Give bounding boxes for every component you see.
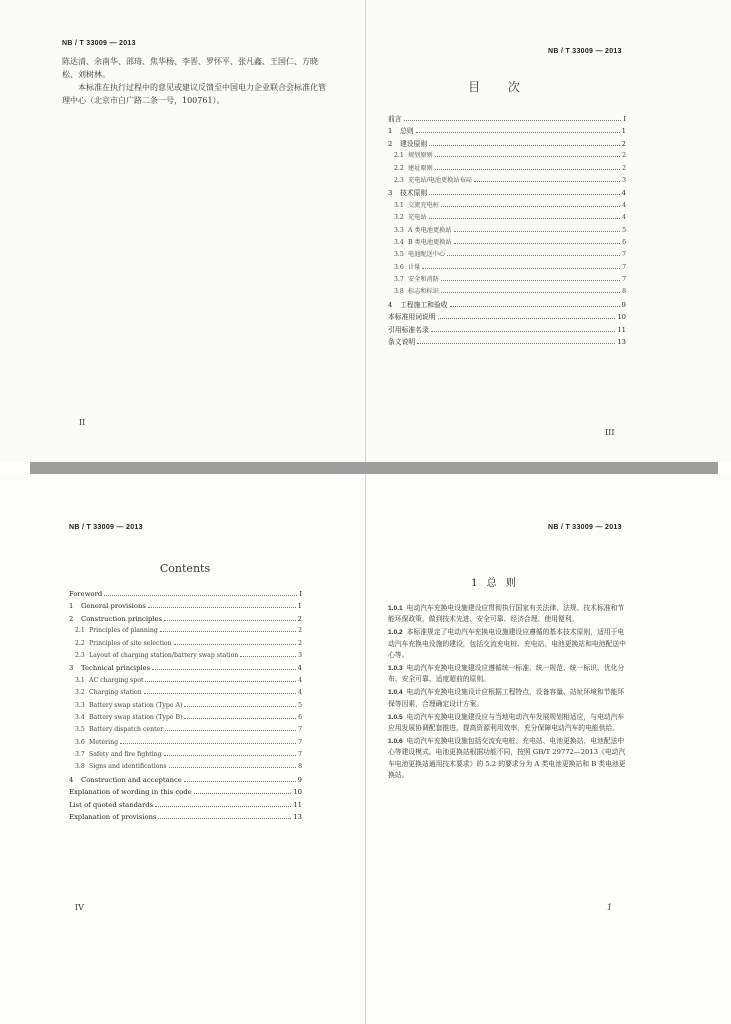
toc-entry <box>388 311 626 323</box>
toc-leader-dots <box>454 231 621 232</box>
clause-text: 电动汽车充换电设施建设应遵循统一标准、统一规范、统一标识、优化分布、安全可靠、适度超前的原则。 <box>388 664 625 684</box>
toc-entry-title: 2.3 充电站/电池更换站布局 <box>394 176 472 184</box>
clause-text: 电动汽车充换电设施包括交流充电桩、充电站、电池更换站、电池配送中心等建设模式。电池更换站根据功能不同，按照 GB/T 29772—2013《电动汽车电池更换站通用技术要求》的 5.2 的要求分为 A 类电池更换站和 B 类电池更换站。 <box>388 737 626 779</box>
toc-entry-title: 3.1 交流充电桩 <box>394 201 439 209</box>
toc-entry <box>388 324 626 336</box>
toc-entry-title: 2.3 Layout of charging station/battery swap station <box>75 651 239 659</box>
toc-leader-dots <box>160 631 296 632</box>
toc-leader-dots <box>438 318 616 319</box>
toc-entry-number: 3.8 <box>75 763 85 771</box>
toc-leader-dots <box>441 292 620 293</box>
toc-entry-page: 10 <box>293 788 302 797</box>
toc-leader-dots <box>158 818 291 819</box>
toc-entry <box>388 336 626 348</box>
toc-entry-title: 2.2 Principles of site selection <box>75 639 172 647</box>
toc-leader-dots <box>184 718 296 719</box>
toc-entry-title: 前言 <box>388 115 402 123</box>
toc-entry <box>69 702 302 714</box>
toc-entry-title: 3.5 Battery dispatch center <box>75 726 164 734</box>
toc-entry-number: 1 <box>69 602 74 611</box>
toc-leader-dots <box>152 669 296 670</box>
page-header-code: NB / T 33009 — 2013 <box>62 40 136 47</box>
toc-entry-page: 2 <box>297 614 302 623</box>
toc-entry-number: 3.1 <box>75 676 85 684</box>
toc-entry-page: I <box>623 115 626 123</box>
toc-entry-number: 3 <box>388 189 393 198</box>
toc-leader-dots <box>104 595 297 596</box>
toc-entry-page: 11 <box>617 325 626 334</box>
toc-entry-title: 3.1 AC charging spot <box>75 676 144 684</box>
toc-entry <box>388 237 626 249</box>
toc-entry-title: 3.3 Battery swap station (Type A) <box>75 701 183 709</box>
toc-entry-number: 3.4 <box>394 238 404 246</box>
toc-entry <box>69 590 302 602</box>
toc-entry-title: Foreword <box>69 590 103 598</box>
toc-entry-title: 3 Technical principles <box>69 664 151 673</box>
toc-entry-page: 4 <box>621 189 626 198</box>
page-number: III <box>605 428 615 437</box>
toc-entry <box>69 677 302 689</box>
toc-entry <box>388 125 626 137</box>
chapter-title: 1 总 则 <box>471 578 519 589</box>
toc-entry-title: 引用标准名录 <box>388 325 429 334</box>
toc-leader-dots <box>164 620 296 621</box>
toc-entry-number: 3.5 <box>75 726 85 734</box>
toc-entry-number: 3.5 <box>394 251 404 259</box>
toc-entry <box>388 274 626 286</box>
toc-leader-dots <box>155 806 291 807</box>
toc-entry <box>388 286 626 298</box>
toc-entry-title: 3.8 Signs and identifications <box>75 763 167 771</box>
toc-leader-dots <box>447 255 620 256</box>
toc-entry-page: 8 <box>622 288 626 296</box>
toc-entry-page: 7 <box>622 276 626 284</box>
toc-entry <box>388 200 626 212</box>
toc-entry <box>388 225 626 237</box>
toc-entry-title: Explanation of provisions <box>69 813 157 822</box>
toc-entry-number: 3.1 <box>394 201 404 209</box>
toc-leader-dots <box>184 781 296 782</box>
toc-entry-page: 11 <box>293 800 302 809</box>
toc-entry-number: 4 <box>69 775 74 784</box>
clause-text: 本标准规定了电动汽车充换电设施建设应遵循的基本技术原则，适用于电动汽车充换电设施的建设，包括交流充电桩、充电站、电池更换站和电池配送中心等。 <box>388 628 626 659</box>
toc-entry-title: 2.1 Principles of planning <box>75 627 158 635</box>
toc-entry-title: 3.2 Charging station <box>75 689 142 697</box>
toc-entry-page: 10 <box>617 313 626 322</box>
toc-entry <box>388 163 626 175</box>
toc-leader-dots <box>474 181 620 182</box>
toc-entry <box>69 664 302 676</box>
toc-entry <box>69 788 302 800</box>
toc-leader-dots <box>145 681 296 682</box>
toc-entry-number: 2.2 <box>394 164 404 172</box>
toc-entry-page: 3 <box>622 176 626 184</box>
toc-entry-number: 2 <box>388 139 393 148</box>
page-header-code: NB / T 33009 — 2013 <box>548 48 622 55</box>
toc-entry <box>69 813 302 825</box>
toc-entry <box>388 138 626 150</box>
table-of-contents-en <box>69 590 302 825</box>
general-provisions-clauses <box>388 603 628 783</box>
toc-entry-title: 条文说明 <box>388 338 416 347</box>
toc-entry-number: 3.7 <box>394 276 404 284</box>
table-of-contents-cn <box>388 113 626 348</box>
toc-entry-number: 2.3 <box>394 176 404 184</box>
toc-leader-dots <box>441 280 620 281</box>
toc-entry-number: 3 <box>69 664 74 673</box>
toc-entry <box>69 751 302 763</box>
toc-entry-title: 4 工程施工和验收 <box>388 300 448 309</box>
toc-entry-page: 9 <box>621 300 626 309</box>
toc-entry-page: 4 <box>622 201 626 209</box>
toc-leader-dots <box>404 120 622 121</box>
toc-leader-dots <box>429 194 619 195</box>
toc-entry-number: 2.1 <box>394 152 404 160</box>
toc-leader-dots <box>454 243 620 244</box>
clause-number: 1.0.1 <box>388 605 403 612</box>
toc-entry-page: 2 <box>298 627 302 635</box>
toc-entry-page: 5 <box>622 226 626 234</box>
toc-entry-title: 1 General provisions <box>69 602 146 611</box>
toc-entry-title: 3.5 电池配送中心 <box>394 251 446 259</box>
toc-entry-title: 2 建设原则 <box>388 139 428 148</box>
toc-entry-page: 4 <box>298 676 302 684</box>
toc-leader-dots <box>174 644 296 645</box>
toc-entry-page: 5 <box>298 701 302 709</box>
toc-entry-page: 2 <box>298 639 302 647</box>
toc-entry-title: 3.3 A 类电池更换站 <box>394 226 452 234</box>
toc-entry-page: 1 <box>621 127 626 136</box>
toc-entry <box>388 212 626 224</box>
toc-entry-page: 4 <box>297 664 302 673</box>
toc-entry-number: 2.1 <box>75 627 85 635</box>
toc-entry-title: Explanation of wording in this code <box>69 788 192 797</box>
toc-entry-page: 7 <box>298 726 302 734</box>
toc-leader-dots <box>429 145 619 146</box>
page-header-code: NB / T 33009 — 2013 <box>69 524 143 531</box>
toc-leader-dots <box>422 268 620 269</box>
toc-entry-title: 4 Construction and acceptance <box>69 775 182 784</box>
toc-leader-dots <box>165 730 296 731</box>
toc-entry-title: 3.7 Safety and fire fighting <box>75 751 162 759</box>
drafters-text: 陈达清、余南华、邵琦、焦华杨、李晋、罗怀平、张凡鑫、王国仁、方晓松、刘树林。 <box>62 57 318 79</box>
toc-entry <box>388 150 626 162</box>
toc-entry-page: 13 <box>293 813 302 822</box>
toc-title-cn: 目 次 <box>468 80 532 94</box>
clause-text: 电动汽车充换电设施设计应根据工程特点、设备容量、站址环境和节能环保等因素，合理确定设计方案。 <box>388 688 625 708</box>
toc-entry <box>69 763 302 775</box>
page-header-code: NB / T 33009 — 2013 <box>548 524 622 531</box>
clause-number: 1.0.6 <box>388 738 403 746</box>
toc-entry-title: 3.8 标志和标识 <box>394 288 439 296</box>
toc-entry-number: 2 <box>69 614 74 623</box>
toc-entry-title: 2.2 建址原则 <box>394 164 433 172</box>
toc-entry <box>69 627 302 639</box>
toc-entry-number: 3.3 <box>75 701 85 709</box>
toc-entry-title: 本标准用词说明 <box>388 313 436 322</box>
toc-leader-dots <box>435 156 620 157</box>
toc-entry-page: 2 <box>622 164 626 172</box>
toc-entry-number: 4 <box>388 300 393 309</box>
toc-entry-title: 3.7 安全和消防 <box>394 276 439 284</box>
toc-leader-dots <box>144 693 296 694</box>
toc-entry-title: List of quoted standards <box>69 800 154 809</box>
clause-number: 1.0.4 <box>388 689 403 697</box>
toc-leader-dots <box>240 656 296 657</box>
toc-entry-page: 8 <box>298 763 302 771</box>
toc-entry <box>388 175 626 187</box>
toc-entry <box>69 602 302 614</box>
toc-entry-page: 4 <box>298 689 302 697</box>
toc-leader-dots <box>435 169 620 170</box>
toc-entry-page: 7 <box>622 263 626 271</box>
toc-entry-page: 6 <box>298 713 302 721</box>
toc-leader-dots <box>184 706 296 707</box>
toc-entry <box>69 652 302 664</box>
toc-entry-number: 3.7 <box>75 751 85 759</box>
clause <box>388 663 628 685</box>
toc-entry-page: 7 <box>622 251 626 259</box>
toc-leader-dots <box>164 755 296 756</box>
toc-entry-number: 2.3 <box>75 651 85 659</box>
clause-number: 1.0.2 <box>388 629 403 637</box>
page-number: IV <box>75 903 84 912</box>
toc-entry-title: 2.1 规划原则 <box>394 152 433 160</box>
toc-leader-dots <box>417 343 615 344</box>
toc-entry <box>388 187 626 199</box>
toc-entry-page: 4 <box>622 214 626 222</box>
clause <box>388 687 628 709</box>
top-page-spine <box>365 0 366 462</box>
toc-entry-number: 3.2 <box>394 214 404 222</box>
clause <box>388 736 628 781</box>
toc-entry-page: 7 <box>298 738 302 746</box>
toc-entry <box>69 801 302 813</box>
toc-entry-number: 3.3 <box>394 226 404 234</box>
toc-leader-dots <box>194 793 292 794</box>
toc-entry <box>388 262 626 274</box>
toc-leader-dots <box>429 218 621 219</box>
toc-entry <box>69 726 302 738</box>
clause-number: 1.0.3 <box>388 665 403 673</box>
toc-entry-page: 9 <box>297 775 302 784</box>
toc-entry-title: 2 Construction principles <box>69 614 163 623</box>
toc-entry-number: 3.8 <box>394 288 404 296</box>
toc-leader-dots <box>148 607 296 608</box>
toc-entry-page: 3 <box>298 651 302 659</box>
page-number: II <box>79 418 86 427</box>
toc-entry-number: 3.2 <box>75 689 85 697</box>
clause-text: 电动汽车充换电设施建设应与当地电动汽车发展规划相适应，与电动汽车应用发展协调配套推进，提高资源利用效率，充分保障电动汽车的电能供给。 <box>388 712 625 733</box>
toc-leader-dots <box>431 331 616 332</box>
toc-entry <box>69 689 302 701</box>
toc-leader-dots <box>441 206 620 207</box>
toc-leader-dots <box>120 743 296 744</box>
toc-entry-page: 2 <box>622 152 626 160</box>
toc-entry-page: 1 <box>297 602 302 611</box>
toc-entry-title: 3.6 计量 <box>394 263 421 271</box>
toc-title-en: Contents <box>159 562 211 575</box>
toc-leader-dots <box>169 767 296 768</box>
toc-entry-page: 7 <box>298 751 302 759</box>
page-number: 1 <box>607 903 613 912</box>
toc-entry-number: 2.2 <box>75 639 85 647</box>
scan-divider <box>30 462 718 474</box>
toc-entry-title: 1 总则 <box>388 127 414 136</box>
toc-entry-page: 6 <box>622 238 626 246</box>
toc-entry-title: 3 技术原则 <box>388 189 428 198</box>
toc-entry-number: 3.6 <box>394 263 404 271</box>
page-ii <box>62 40 327 107</box>
toc-entry <box>69 640 302 652</box>
clause <box>388 603 628 625</box>
toc-entry-title: 3.4 Battery swap station (Type B) <box>75 713 183 721</box>
toc-entry <box>69 615 302 627</box>
toc-entry <box>388 249 626 261</box>
toc-entry-page: 2 <box>621 139 626 148</box>
toc-leader-dots <box>416 132 620 133</box>
toc-entry <box>69 739 302 751</box>
toc-entry-number: 3.4 <box>75 713 85 721</box>
clause <box>388 712 628 734</box>
toc-entry-title: 3.4 B 类电池更换站 <box>394 238 452 246</box>
clause <box>388 627 628 661</box>
toc-entry-page: I <box>299 590 302 598</box>
toc-entry-page: 13 <box>617 338 626 347</box>
toc-entry-title: 3.6 Metering <box>75 738 119 746</box>
toc-entry-number: 1 <box>388 127 393 136</box>
toc-entry <box>69 714 302 726</box>
toc-entry-title: 3.2 充电站 <box>394 214 427 222</box>
toc-leader-dots <box>450 306 620 307</box>
bottom-page-spine <box>365 474 366 1024</box>
toc-entry-number: 3.6 <box>75 738 85 746</box>
toc-entry <box>69 776 302 788</box>
clause-text: 电动汽车充换电设施建设应贯彻执行国家有关法律、法规、技术标准和节能环保政策，做到技术先进、安全可靠、经济合理、使用便利。 <box>388 604 625 624</box>
toc-entry <box>388 299 626 311</box>
clause-number: 1.0.5 <box>388 713 403 721</box>
toc-entry <box>388 113 626 125</box>
feedback-text: 本标准在执行过程中的意见或建议反馈至中国电力企业联合会标准化管理中心（北京市白广路二条一号，100761）。 <box>62 83 326 105</box>
